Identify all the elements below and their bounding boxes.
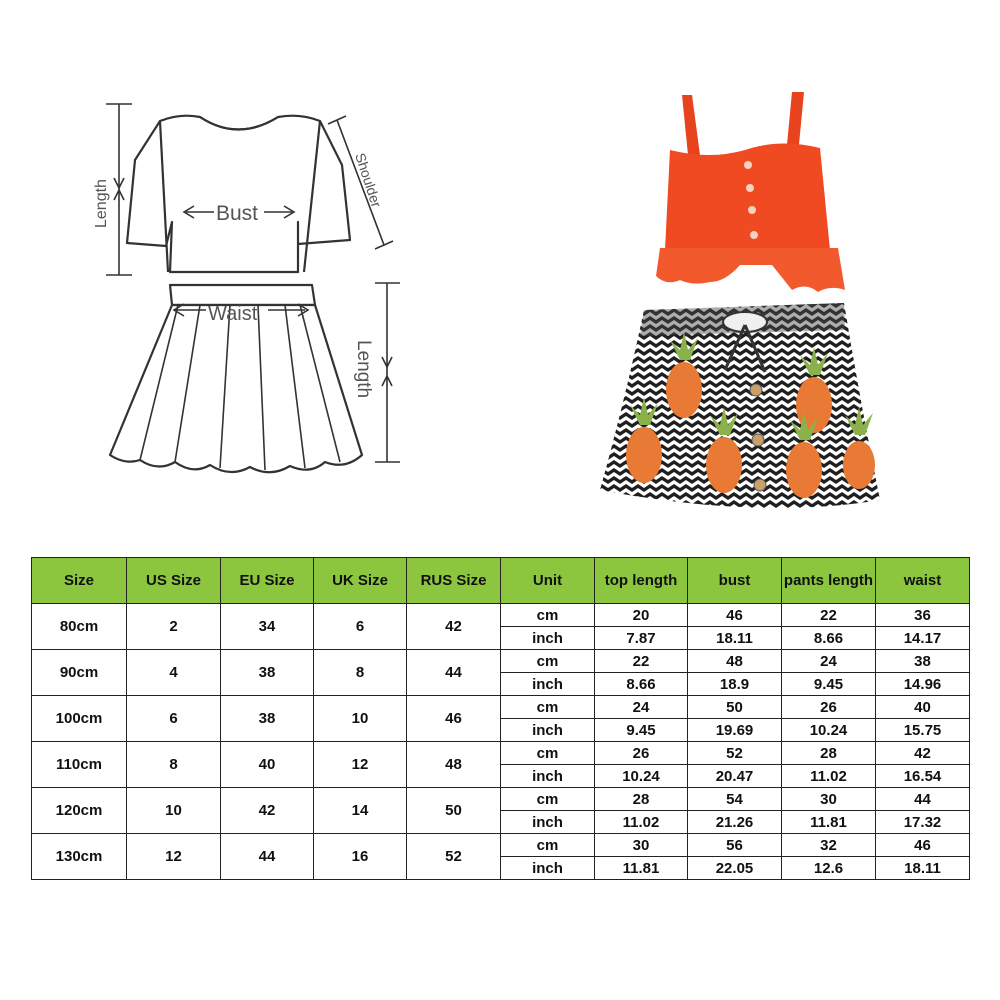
bust-label: Bust [216,202,259,225]
bust-cell: 46 [688,604,782,627]
top-length-label: Length [93,179,110,228]
waist-cell: 38 [876,650,970,673]
rus-size-cell: 48 [407,742,501,788]
pants-length-cell: 26 [782,696,876,719]
top-length-cell: 11.81 [595,857,688,880]
waist-label: Waist [208,303,258,325]
header-cell: EU Size [221,558,314,604]
unit-cell: cm [501,650,595,673]
unit-cell: inch [501,627,595,650]
uk-size-cell: 8 [314,650,407,696]
bust-cell: 52 [688,742,782,765]
bust-cell: 18.9 [688,673,782,696]
header-cell: waist [876,558,970,604]
table-row [32,696,970,719]
pants-length-cell: 9.45 [782,673,876,696]
pants-length-cell: 8.66 [782,627,876,650]
unit-cell: inch [501,719,595,742]
header-cell: top length [595,558,688,604]
us-size-cell: 10 [127,788,221,834]
pants-length-cell: 11.02 [782,765,876,788]
pants-length-cell: 12.6 [782,857,876,880]
waist-cell: 16.54 [876,765,970,788]
eu-size-cell: 40 [221,742,314,788]
pineapple-print-skirt [600,303,880,508]
header-cell: UK Size [314,558,407,604]
waist-cell: 42 [876,742,970,765]
uk-size-cell: 12 [314,742,407,788]
eu-size-cell: 38 [221,696,314,742]
header-cell: pants length [782,558,876,604]
rus-size-cell: 44 [407,650,501,696]
table-row [32,788,970,811]
size-cell: 110cm [32,742,127,788]
unit-cell: inch [501,857,595,880]
bust-cell: 22.05 [688,857,782,880]
bust-cell: 54 [688,788,782,811]
table-row [32,650,970,673]
top-length-cell: 26 [595,742,688,765]
uk-size-cell: 16 [314,834,407,880]
us-size-cell: 6 [127,696,221,742]
waist-cell: 14.17 [876,627,970,650]
waist-cell: 44 [876,788,970,811]
header-cell: RUS Size [407,558,501,604]
header-cell: Size [32,558,127,604]
bust-cell: 48 [688,650,782,673]
size-chart-table [31,557,970,880]
header-row [32,558,970,604]
rus-size-cell: 50 [407,788,501,834]
product-photo [560,60,880,530]
eu-size-cell: 38 [221,650,314,696]
top-length-cell: 8.66 [595,673,688,696]
rus-size-cell: 42 [407,604,501,650]
unit-cell: cm [501,742,595,765]
unit-cell: cm [501,604,595,627]
header-cell: Unit [501,558,595,604]
bust-cell: 50 [688,696,782,719]
table-row [32,742,970,765]
pants-length-cell: 22 [782,604,876,627]
header-cell: bust [688,558,782,604]
pants-length-cell: 30 [782,788,876,811]
unit-cell: inch [501,765,595,788]
us-size-cell: 2 [127,604,221,650]
header-cell: US Size [127,558,221,604]
unit-cell: cm [501,834,595,857]
eu-size-cell: 34 [221,604,314,650]
size-cell: 130cm [32,834,127,880]
waist-cell: 15.75 [876,719,970,742]
us-size-cell: 8 [127,742,221,788]
pants-length-cell: 28 [782,742,876,765]
top-length-cell: 30 [595,834,688,857]
size-cell: 100cm [32,696,127,742]
top-length-cell: 20 [595,604,688,627]
measurement-diagram [0,0,560,540]
skirt-length-label: Length [353,340,374,399]
unit-cell: inch [501,811,595,834]
unit-cell: inch [501,673,595,696]
waist-cell: 40 [876,696,970,719]
rus-size-cell: 52 [407,834,501,880]
eu-size-cell: 44 [221,834,314,880]
eu-size-cell: 42 [221,788,314,834]
size-cell: 80cm [32,604,127,650]
waist-cell: 46 [876,834,970,857]
pants-length-cell: 32 [782,834,876,857]
bust-cell: 19.69 [688,719,782,742]
waist-cell: 17.32 [876,811,970,834]
size-cell: 120cm [32,788,127,834]
top-length-cell: 11.02 [595,811,688,834]
waist-cell: 18.11 [876,857,970,880]
pants-length-cell: 10.24 [782,719,876,742]
top-length-cell: 10.24 [595,765,688,788]
us-size-cell: 4 [127,650,221,696]
bust-cell: 56 [688,834,782,857]
table-row [32,604,970,627]
waist-cell: 14.96 [876,673,970,696]
top-length-cell: 7.87 [595,627,688,650]
bust-cell: 21.26 [688,811,782,834]
bust-cell: 18.11 [688,627,782,650]
rus-size-cell: 46 [407,696,501,742]
table-body [32,604,970,880]
top-outline [127,116,350,272]
uk-size-cell: 10 [314,696,407,742]
top-length-cell: 9.45 [595,719,688,742]
top-length-cell: 24 [595,696,688,719]
us-size-cell: 12 [127,834,221,880]
table-row [32,834,970,857]
waist-cell: 36 [876,604,970,627]
unit-cell: cm [501,696,595,719]
pants-length-cell: 24 [782,650,876,673]
unit-cell: cm [501,788,595,811]
top-length-cell: 22 [595,650,688,673]
orange-crop-top [656,92,845,292]
bust-cell: 20.47 [688,765,782,788]
shoulder-label: Shoulder [352,150,385,210]
uk-size-cell: 6 [314,604,407,650]
top-length-cell: 28 [595,788,688,811]
size-cell: 90cm [32,650,127,696]
uk-size-cell: 14 [314,788,407,834]
pants-length-cell: 11.81 [782,811,876,834]
